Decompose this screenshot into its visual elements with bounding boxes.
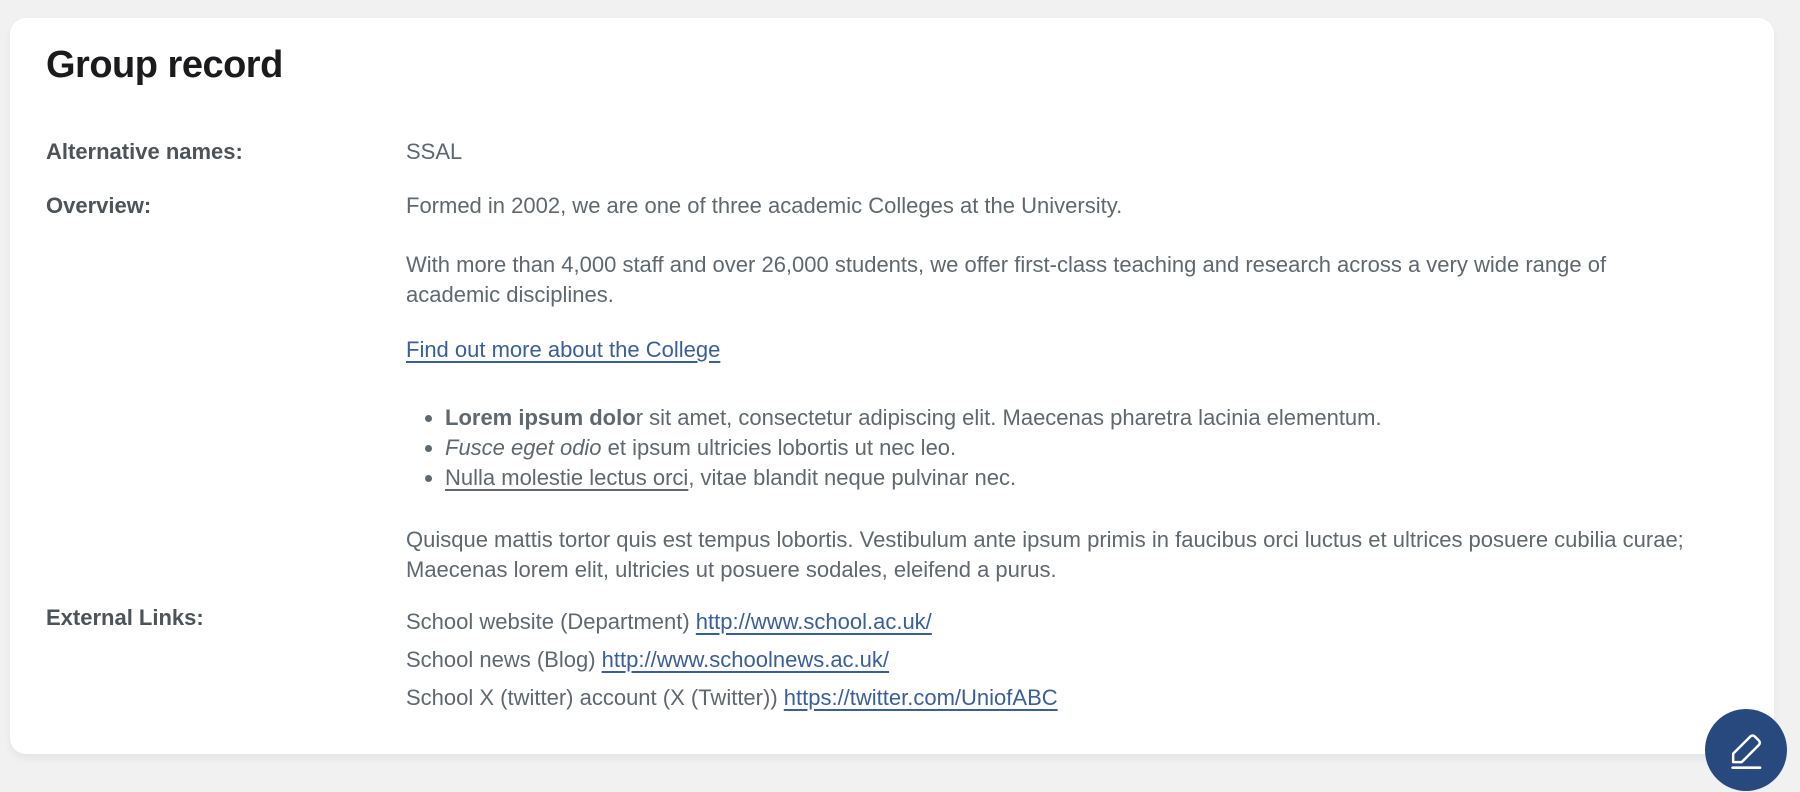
bullet-bold-segment: Lorem ipsum dolo: [445, 405, 636, 430]
overview-paragraph-1: Formed in 2002, we are one of three academic Colleges at the University.: [406, 193, 1123, 218]
overview-label: Overview:: [46, 193, 152, 218]
alternative-names-label: Alternative names:: [46, 139, 243, 164]
bullet-rest-segment: r sit amet, consectetur adipiscing elit. Maecenas pharetra lacinia elementum.: [635, 405, 1382, 430]
school-website-link[interactable]: http://www.school.ac.uk/: [695, 609, 932, 634]
edit-button[interactable]: [1705, 709, 1787, 791]
find-out-more-link[interactable]: Find out more about the College: [406, 337, 721, 362]
overview-paragraph-3: Quisque mattis tortor quis est tempus lobortis. Vestibulum ante ipsum primis in faucibus orci luctus et ultrices posuere cubilia curae; Maecenas lorem elit, ultricies ut posuere sodales, eleifend a purus.: [406, 527, 1684, 582]
bullet-underline-segment: Nulla molestie lectus orci: [445, 465, 689, 490]
overview-row: [10, 191, 1774, 585]
overview-link-line: [406, 335, 1690, 365]
overview-bullet-list: [406, 403, 1690, 493]
school-twitter-link[interactable]: https://twitter.com/UniofABC: [783, 685, 1058, 710]
external-link-line-website: [406, 603, 1690, 641]
alternative-names-row: [10, 137, 1774, 167]
bullet-italic-segment: Fusce eget odio: [445, 435, 602, 460]
alternative-names-value: SSAL: [406, 139, 463, 164]
group-record-card: [10, 18, 1774, 754]
external-links-value: [406, 603, 1690, 717]
bullet-item-fusce: [445, 433, 1690, 463]
bullet-rest-segment: et ipsum ultricies lobortis ut nec leo.: [601, 435, 957, 460]
bullet-rest-segment: , vitae blandit neque pulvinar nec.: [688, 465, 1017, 490]
external-links-label: External Links:: [46, 605, 204, 630]
overview-paragraph-2: With more than 4,000 staff and over 26,000 students, we offer first-class teaching and research across a very wide range of academic disciplines.: [406, 252, 1607, 307]
external-link-line-twitter: [406, 679, 1690, 717]
bullet-item-lorem: [445, 403, 1690, 433]
external-link-caption: School news (Blog): [406, 647, 602, 672]
external-link-line-news: [406, 641, 1690, 679]
external-links-row: [10, 603, 1774, 717]
bullet-item-nulla: [445, 463, 1690, 493]
pencil-icon: [1726, 728, 1766, 772]
overview-value: [406, 191, 1690, 585]
page-title: Group record: [46, 44, 283, 86]
external-link-caption: School X (twitter) account (X (Twitter)): [406, 685, 784, 710]
school-news-link[interactable]: http://www.schoolnews.ac.uk/: [601, 647, 890, 672]
external-link-caption: School website (Department): [406, 609, 696, 634]
